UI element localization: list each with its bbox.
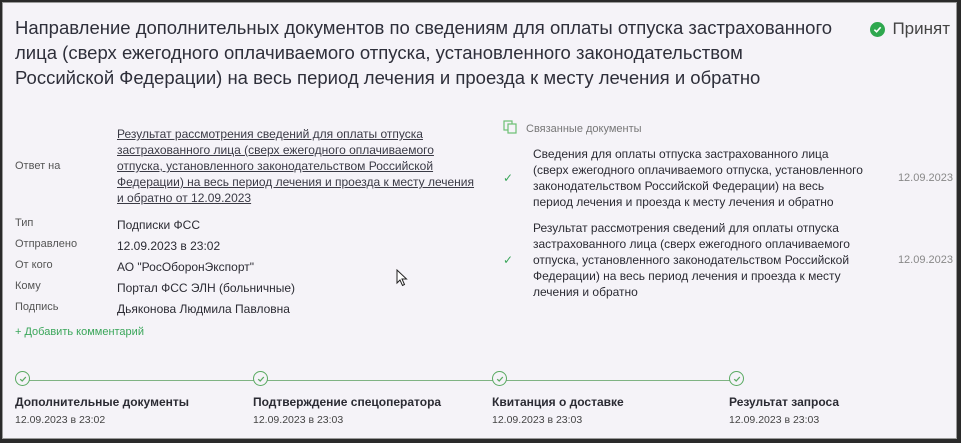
- step-title: Дополнительные документы: [15, 395, 189, 409]
- related-header: [503, 120, 953, 137]
- step: [492, 371, 624, 426]
- from-label: От кого: [15, 259, 53, 271]
- type-value: Подписки ФСС: [117, 218, 200, 232]
- step-date: 12.09.2023 в 23:03: [729, 414, 820, 426]
- status-badge: [870, 19, 950, 39]
- document-card: [2, 2, 957, 439]
- related-item-date: 12.09.2023: [897, 172, 953, 184]
- step-check-icon: [253, 371, 268, 386]
- step-title: Квитанция о доставке: [492, 395, 624, 409]
- step-check-icon: [729, 371, 744, 386]
- signature-label: Подпись: [15, 301, 59, 313]
- page-title: Направление дополнительных документов по сведениям для оплаты отпуска застрахованного лица (сверх ежегодного оплачиваемого отпуска, установленного законодательством Российской Федерации) на весь период лечения и проезда к месту лечения и обратно: [15, 17, 833, 88]
- check-circle-icon: [870, 22, 885, 37]
- mouse-cursor-icon: [396, 269, 408, 287]
- sent-label: Отправлено: [15, 238, 78, 250]
- step-date: 12.09.2023 в 23:03: [492, 414, 583, 426]
- copy-icon: [503, 120, 517, 137]
- related-item[interactable]: [503, 220, 953, 300]
- status-text: Принят: [892, 19, 950, 38]
- sent-value: 12.09.2023 в 23:02: [117, 239, 221, 253]
- from-value: АО "РосОборонЭкспорт": [117, 260, 255, 274]
- check-icon: ✓: [503, 171, 514, 185]
- related-item-text[interactable]: Сведения для оплаты отпуска застрахованного лица (сверх ежегодного оплачиваемого отпуска, установленного законодательством Российской Федерации) на весь период лечения и проезда к месту лечения и обратно: [533, 147, 863, 209]
- reply-link[interactable]: Результат рассмотрения сведений для оплаты отпуска застрахованного лица (сверх ежегодного оплачиваемого отпуска, установленного законодательством Российской Федерации) на весь период лечения и проезда к месту лечения и обратно от 12.09.2023: [117, 127, 475, 205]
- reply-label: Ответ на: [15, 160, 61, 172]
- related-header-label: Связанные документы: [526, 122, 642, 135]
- related-item[interactable]: [503, 146, 953, 210]
- document-meta: [15, 126, 485, 317]
- check-icon: ✓: [503, 253, 514, 267]
- step-check-icon: [15, 371, 30, 386]
- to-label: Кому: [15, 280, 41, 292]
- step: [729, 371, 839, 426]
- progress-steps: [15, 371, 950, 431]
- step: [253, 371, 441, 426]
- step-check-icon: [492, 371, 507, 386]
- step-title: Подтверждение спецоператора: [253, 395, 442, 409]
- related-documents: [503, 120, 953, 310]
- related-item-date: 12.09.2023: [897, 254, 953, 266]
- add-comment-button[interactable]: + Добавить комментарий: [15, 326, 144, 338]
- step: [15, 371, 189, 426]
- step-date: 12.09.2023 в 23:03: [253, 414, 344, 426]
- step-title: Результат запроса: [729, 395, 839, 409]
- type-label: Тип: [15, 217, 34, 229]
- to-value: Портал ФСС ЭЛН (больничные): [117, 281, 296, 295]
- step-date: 12.09.2023 в 23:02: [15, 414, 106, 426]
- related-item-text[interactable]: Результат рассмотрения сведений для оплаты отпуска застрахованного лица (сверх ежегодного оплачиваемого отпуска, установленного законодательством Российской Федерации) на весь период лечения и проезда к месту лечения и обратно: [533, 221, 850, 299]
- signature-value: Дьяконова Людмила Павловна: [117, 302, 290, 316]
